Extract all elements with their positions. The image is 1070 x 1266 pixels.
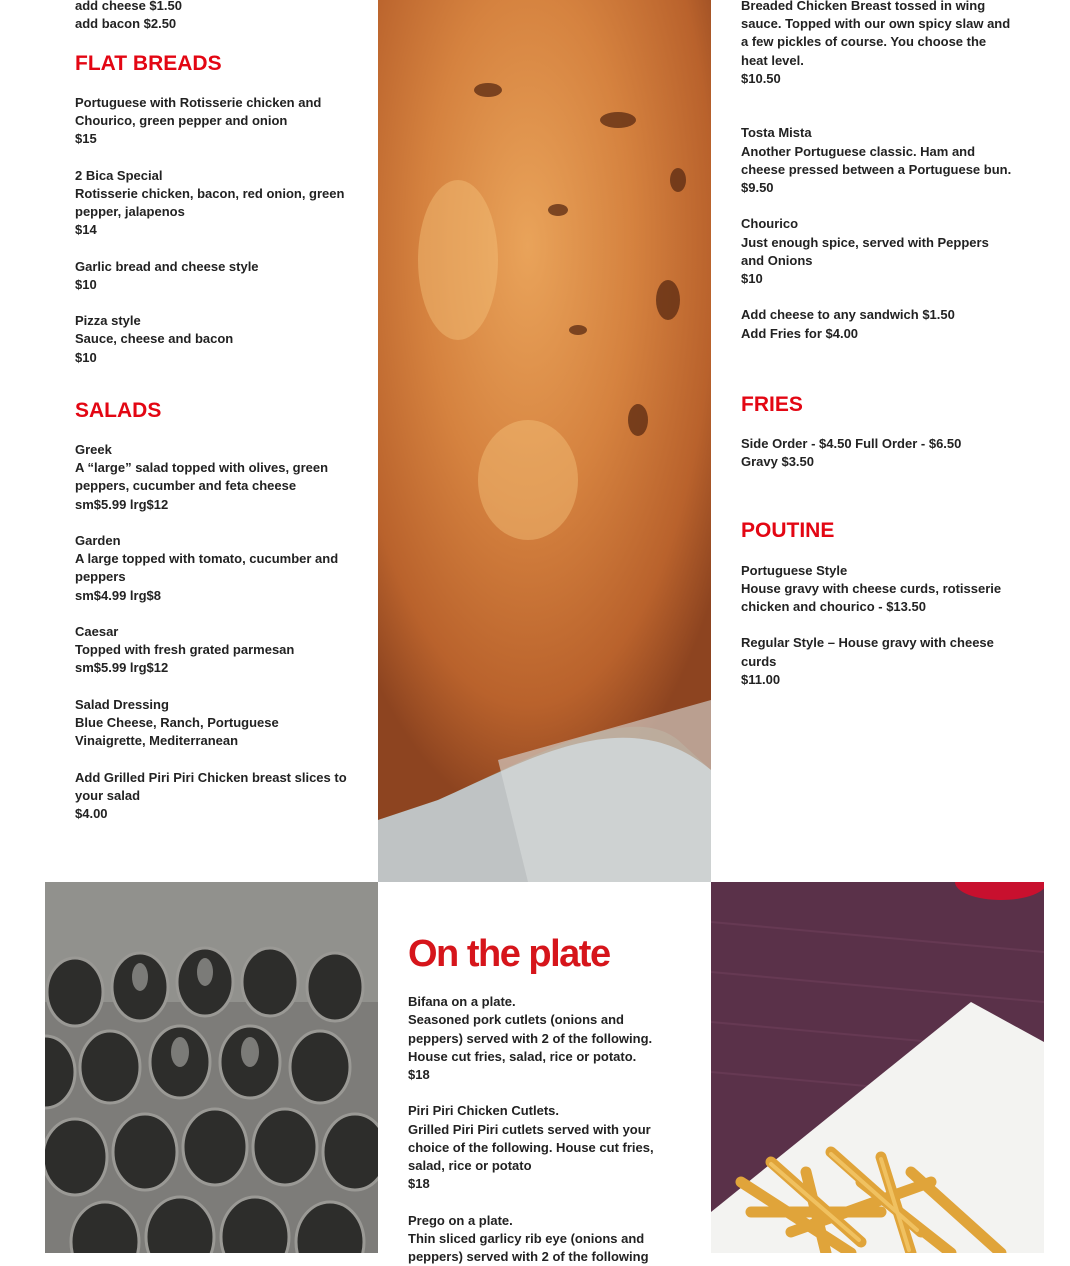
menu-line: pepper, jalapenos (75, 203, 185, 219)
menu-line: peppers) served with 2 of the following. (408, 1030, 653, 1046)
menu-line: sm$5.99 lrg$12 (75, 660, 169, 676)
menu-line: Piri Piri Chicken Cutlets. (408, 1103, 559, 1119)
french-fries-photo (711, 882, 1044, 1253)
menu-line: Garlic bread and cheese style (75, 258, 259, 274)
menu-item (75, 258, 365, 294)
wine-bottles-photo (45, 882, 378, 1253)
menu-item (75, 769, 365, 824)
menu-line: add cheese $1.50 (75, 0, 182, 13)
menu-line: sauce. Topped with our own spicy slaw and (741, 16, 1011, 32)
menu-line: House cut fries, salad, rice or potato. (408, 1048, 637, 1064)
menu-item (741, 124, 1031, 197)
menu-line: Sauce, cheese and bacon (75, 331, 234, 347)
menu-line: Seasoned pork cutlets (onions and (408, 1012, 624, 1028)
menu-item (741, 306, 1031, 342)
menu-line: A large topped with tomato, cucumber and (75, 551, 339, 567)
menu-line: sm$4.99 lrg$8 (75, 587, 162, 603)
menu-line: Topped with fresh grated parmesan (75, 642, 295, 658)
left-menu-column (75, 0, 365, 823)
menu-line: A “large” salad topped with olives, green (75, 460, 329, 476)
menu-line: Add Fries for $4.00 (741, 325, 859, 341)
menu-line: Garden (75, 532, 121, 548)
menu-line: Blue Cheese, Ranch, Portuguese (75, 714, 279, 730)
menu-line: heat level. (741, 52, 804, 68)
menu-line: $11.00 (741, 671, 781, 687)
menu-line: Regular Style – House gravy with cheese (741, 635, 994, 651)
menu-line: curds (741, 653, 777, 669)
menu-line: salad, rice or potato (408, 1158, 532, 1173)
menu-line: Chourico (741, 216, 799, 232)
menu-line: $18 (408, 1176, 430, 1192)
menu-line: $14 (75, 222, 97, 238)
menu-item (741, 0, 1031, 88)
menu-item (75, 312, 365, 367)
menu-line: peppers (75, 569, 126, 585)
menu-line: Tosta Mista (741, 125, 812, 141)
menu-line: peppers, cucumber and feta cheese (75, 478, 297, 494)
section-heading-fries: FRIES (741, 392, 803, 416)
grilled-chicken-photo (378, 0, 711, 882)
menu-line: $15 (75, 131, 97, 147)
menu-line: add bacon $2.50 (75, 16, 177, 32)
menu-line: $18 (408, 1067, 430, 1082)
menu-line: $10 (75, 349, 97, 365)
menu-item (75, 532, 365, 605)
menu-line: Thin sliced garlicy rib eye (onions and (408, 1230, 645, 1246)
menu-item (75, 167, 365, 240)
menu-line: $10 (75, 276, 97, 292)
menu-line: Bifana on a plate. (408, 994, 516, 1010)
menu-item (408, 1212, 698, 1266)
menu-line: Breaded Chicken Breast tossed in wing (741, 0, 986, 13)
menu-line: Greek (75, 441, 112, 457)
menu-line: $4.00 (75, 805, 108, 821)
menu-line: Prego on a plate. (408, 1212, 513, 1228)
menu-line: Chourico, green pepper and onion (75, 112, 288, 128)
menu-item (75, 441, 365, 514)
menu-item (741, 215, 1031, 288)
menu-line: 2 Bica Special (75, 167, 163, 183)
menu-item (741, 435, 1031, 471)
menu-item (741, 562, 1031, 617)
menu-line: Salad Dressing (75, 696, 169, 712)
menu-line: your salad (75, 787, 141, 803)
menu-line: Portuguese Style (741, 562, 848, 578)
menu-line: cheese pressed between a Portuguese bun. (741, 161, 1012, 177)
menu-line: peppers) served with 2 of the following (408, 1249, 649, 1264)
wine-bottles-illustration (45, 882, 378, 1253)
menu-item (741, 634, 1031, 689)
menu-line: chicken and chourico - $13.50 (741, 599, 926, 614)
menu-line: Rotisserie chicken, bacon, red onion, green (75, 185, 345, 201)
menu-line: $10 (741, 271, 763, 287)
on-the-plate-section (408, 933, 698, 1266)
section-heading-flat-breads: FLAT BREADS (75, 51, 222, 75)
menu-item (408, 1102, 698, 1193)
menu-line: $9.50 (741, 180, 774, 196)
menu-line: Gravy $3.50 (741, 454, 815, 470)
menu-line: Grilled Piri Piri cutlets served with your (408, 1121, 651, 1137)
menu-line: House gravy with cheese curds, rotisserie (741, 580, 1002, 596)
section-heading-poutine: POUTINE (741, 519, 835, 543)
menu-line: Caesar (75, 623, 119, 639)
menu-item (75, 94, 365, 149)
right-menu-column (741, 0, 1031, 689)
section-heading-salads: SALADS (75, 398, 162, 422)
section-heading-on-the-plate: On the plate (408, 933, 610, 975)
menu-line: Just enough spice, served with Peppers (741, 234, 989, 250)
menu-line: choice of the following. House cut fries, (408, 1139, 654, 1155)
menu-line: Vinaigrette, Mediterranean (75, 733, 239, 749)
french-fries-illustration (711, 882, 1044, 1253)
menu-item (75, 623, 365, 678)
menu-line: Add cheese to any sandwich $1.50 (741, 307, 955, 323)
grilled-chicken-illustration (378, 0, 711, 882)
menu-item (75, 696, 365, 751)
menu-line: Add Grilled Piri Piri Chicken breast slices to (75, 769, 347, 785)
menu-line: Pizza style (75, 313, 141, 329)
menu-line: a few pickles of course. You choose the (741, 34, 987, 50)
menu-line: Another Portuguese classic. Ham and (741, 143, 976, 159)
menu-line: $10.50 (741, 70, 781, 86)
menu-line: Side Order - $4.50 Full Order - $6.50 (741, 436, 962, 451)
menu-item (408, 993, 698, 1084)
menu-line: and Onions (741, 252, 813, 268)
menu-line: sm$5.99 lrg$12 (75, 496, 169, 512)
menu-line: Portuguese with Rotisserie chicken and (75, 94, 322, 110)
